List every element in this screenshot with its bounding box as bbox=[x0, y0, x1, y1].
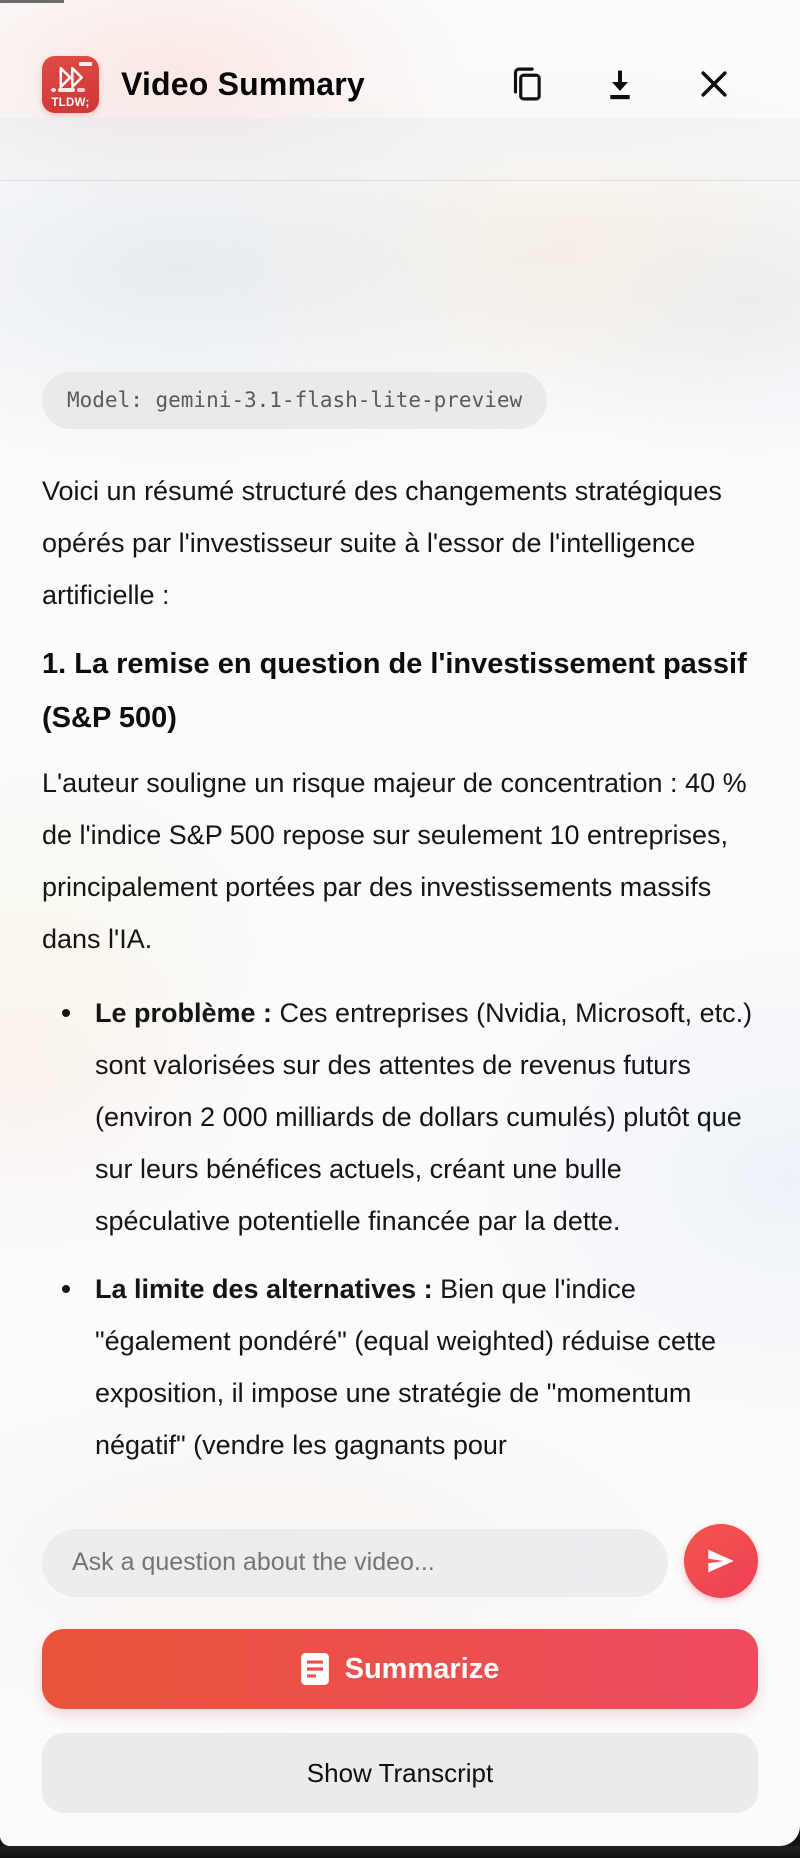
logo-ticker-row bbox=[51, 88, 89, 92]
question-input[interactable] bbox=[42, 1529, 668, 1597]
section-heading: 1. La remise en question de l'investissement passif (S&P 500) bbox=[42, 648, 747, 734]
close-icon bbox=[694, 64, 734, 104]
list-item bbox=[42, 987, 758, 1247]
panel-title: Video Summary bbox=[121, 65, 365, 102]
panel-header bbox=[42, 54, 736, 114]
page-behind-strip bbox=[0, 1846, 800, 1858]
download-icon bbox=[600, 64, 640, 104]
document-icon bbox=[301, 1653, 329, 1685]
summarize-label: Summarize bbox=[344, 1652, 500, 1685]
blurred-video-backdrop bbox=[0, 118, 800, 180]
bullet-text: Ces entreprises (Nvidia, Microsoft, etc.) sont valorisées sur des attentes de revenus futurs (environ 2 000 milliards de dollars cumulés) plutôt que sur leurs bénéfices actuels, créant une bulle spéculative potentielle financée par la dette. bbox=[95, 998, 753, 1236]
fast-forward-icon bbox=[56, 66, 88, 89]
bullet-lead: Le problème : bbox=[95, 998, 273, 1028]
copy-icon bbox=[505, 63, 547, 105]
copy-button[interactable] bbox=[504, 62, 548, 106]
close-button[interactable] bbox=[692, 62, 736, 106]
question-row bbox=[42, 1524, 758, 1598]
summary-intro: Voici un résumé structuré des changements stratégiques opérés par l'investisseur suite à l'essor de l'intelligence artificielle : bbox=[42, 476, 722, 610]
list-item bbox=[42, 1263, 758, 1471]
bullet-text: Bien que l'indice "également pondéré" (equal weighted) réduise cette exposition, il impose une stratégie de "momentum négatif" (vendre les gagnants pour bbox=[95, 1274, 717, 1460]
model-badge: Model: gemini-3.1-flash-lite-preview bbox=[42, 372, 547, 429]
send-icon bbox=[704, 1544, 738, 1578]
show-transcript-button[interactable] bbox=[42, 1733, 758, 1813]
transcript-label: Show Transcript bbox=[306, 1757, 494, 1788]
tldw-logo bbox=[42, 56, 99, 113]
summary-scroll-area[interactable] bbox=[42, 372, 758, 1512]
page-edge-sliver bbox=[0, 0, 64, 3]
bullet-lead: La limite des alternatives : bbox=[95, 1274, 433, 1304]
send-button[interactable] bbox=[684, 1524, 758, 1598]
bullet-list bbox=[42, 987, 758, 1471]
backdrop-divider bbox=[0, 180, 800, 181]
download-button[interactable] bbox=[598, 62, 642, 106]
logo-text: TLDW; bbox=[51, 96, 90, 109]
section-body: L'auteur souligne un risque majeur de concentration : 40 % de l'indice S&P 500 repose sur seulement 10 entreprises, principalement portées par des investissements massifs dans l'IA. bbox=[42, 768, 747, 954]
summarize-button[interactable] bbox=[42, 1629, 758, 1709]
